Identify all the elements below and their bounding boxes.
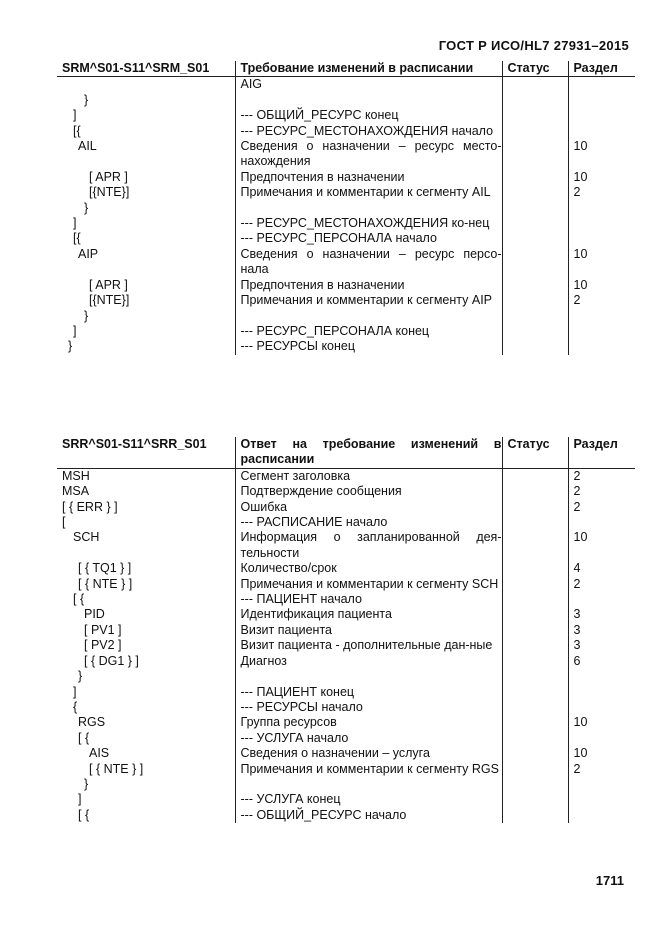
segment-cell: [{NTE}]: [89, 185, 130, 200]
table-row: [57, 77, 635, 93]
section-cell: 3: [568, 638, 635, 653]
segment-cell: [ {: [78, 730, 90, 745]
section-cell: [568, 108, 635, 123]
segment-cell: PID: [84, 607, 105, 622]
status-cell: [502, 607, 568, 622]
segment-cell: ]: [73, 216, 77, 231]
section-cell: 2: [568, 468, 635, 484]
srm-table-body: [57, 77, 635, 355]
status-cell: [502, 623, 568, 638]
description-cell: Визит пациента: [235, 623, 502, 638]
segment-cell: }: [84, 308, 89, 323]
status-cell: [502, 638, 568, 653]
section-cell: 2: [568, 762, 635, 777]
table-row: [57, 185, 635, 200]
description-cell: Примечания и комментарии к сегменту AIL: [235, 185, 502, 200]
table-row: [57, 278, 635, 293]
description-cell: Диагноз: [235, 654, 502, 669]
status-cell: [502, 139, 568, 170]
description-cell: Информация о запланированной дея-тельности: [235, 530, 502, 561]
section-cell: [568, 669, 635, 684]
table-row: [57, 93, 635, 108]
description-cell: --- ПАЦИЕНТ начало: [235, 592, 502, 607]
status-cell: [502, 700, 568, 715]
table-row: [57, 515, 635, 530]
status-cell: [502, 530, 568, 561]
segment-cell: SCH: [73, 530, 100, 545]
table-row: [57, 777, 635, 792]
status-cell: [502, 77, 568, 93]
srm-message-table: [57, 61, 635, 355]
segment-cell: }: [78, 669, 83, 684]
segment-cell: [{: [73, 123, 81, 138]
status-cell: [502, 468, 568, 484]
status-cell: [502, 762, 568, 777]
status-cell: [502, 93, 568, 108]
table-row: [57, 216, 635, 231]
description-cell: --- ПАЦИЕНТ конец: [235, 685, 502, 700]
segment-cell: [ PV1 ]: [84, 622, 122, 637]
table-row: [57, 530, 635, 561]
status-cell: [502, 339, 568, 354]
table-row: [57, 700, 635, 715]
table-row: [57, 654, 635, 669]
description-cell: Примечания и комментарии к сегменту RGS: [235, 762, 502, 777]
table-header-row: [57, 437, 635, 468]
status-cell: [502, 309, 568, 324]
section-cell: 3: [568, 607, 635, 622]
segment-cell: }: [84, 200, 89, 215]
document-header: ГОСТ Р ИСО/HL7 27931–2015: [438, 38, 629, 53]
column-header-section: Раздел: [568, 437, 635, 468]
status-cell: [502, 792, 568, 807]
status-cell: [502, 108, 568, 123]
segment-cell: [{: [73, 231, 81, 246]
segment-cell: [{NTE}]: [89, 293, 130, 308]
status-cell: [502, 216, 568, 231]
status-cell: [502, 170, 568, 185]
description-cell: --- УСЛУГА начало: [235, 731, 502, 746]
description-cell: [235, 309, 502, 324]
section-cell: 6: [568, 654, 635, 669]
section-cell: [568, 309, 635, 324]
status-cell: [502, 577, 568, 592]
status-cell: [502, 500, 568, 515]
description-cell: --- РЕСУРС_ПЕРСОНАЛА начало: [235, 231, 502, 246]
status-cell: [502, 654, 568, 669]
section-cell: 2: [568, 577, 635, 592]
section-cell: 3: [568, 623, 635, 638]
column-header-segment: SRR^S01-S11^SRR_S01: [57, 437, 235, 468]
description-cell: Предпочтения в назначении: [235, 278, 502, 293]
section-cell: 10: [568, 139, 635, 170]
description-cell: [235, 669, 502, 684]
column-header-segment: SRM^S01-S11^SRM_S01: [57, 61, 235, 77]
segment-cell: }: [84, 776, 89, 791]
section-cell: [568, 124, 635, 139]
status-cell: [502, 247, 568, 278]
table-row: [57, 324, 635, 339]
section-cell: 10: [568, 170, 635, 185]
srr-message-table: [57, 437, 635, 823]
segment-cell: MSH: [62, 468, 90, 483]
segment-cell: ]: [73, 108, 77, 123]
description-cell: --- РЕСУРС_МЕСТОНАХОЖДЕНИЯ ко-нец: [235, 216, 502, 231]
segment-cell: [ APR ]: [89, 277, 128, 292]
table-row: [57, 731, 635, 746]
segment-cell: ]: [73, 323, 77, 338]
table-row: [57, 592, 635, 607]
description-cell: Предпочтения в назначении: [235, 170, 502, 185]
table-row: [57, 108, 635, 123]
segment-cell: }: [84, 92, 89, 107]
description-cell: Ошибка: [235, 500, 502, 515]
description-cell: [235, 777, 502, 792]
description-cell: Сведения о назначении – ресурс персо-нала: [235, 247, 502, 278]
status-cell: [502, 515, 568, 530]
segment-cell: [ { NTE } ]: [89, 761, 144, 776]
status-cell: [502, 484, 568, 499]
status-cell: [502, 324, 568, 339]
section-cell: 10: [568, 247, 635, 278]
table-row: [57, 231, 635, 246]
table-row: [57, 139, 635, 170]
table-row: [57, 638, 635, 653]
table-row: [57, 715, 635, 730]
segment-cell: MSA: [62, 484, 90, 499]
table-row: [57, 792, 635, 807]
status-cell: [502, 278, 568, 293]
description-cell: Примечания и комментарии к сегменту AIP: [235, 293, 502, 308]
section-cell: [568, 231, 635, 246]
segment-cell: [ { NTE } ]: [78, 576, 133, 591]
table-row: [57, 808, 635, 823]
segment-cell: }: [68, 339, 73, 354]
description-cell: --- ОБЩИЙ_РЕСУРС конец: [235, 108, 502, 123]
table-row: [57, 484, 635, 499]
section-cell: 2: [568, 484, 635, 499]
table-row: [57, 170, 635, 185]
section-cell: 4: [568, 561, 635, 576]
description-cell: AIG: [235, 77, 502, 93]
column-header-section: Раздел: [568, 61, 635, 77]
description-cell: Примечания и комментарии к сегменту SCH: [235, 577, 502, 592]
section-cell: [568, 777, 635, 792]
section-cell: [568, 700, 635, 715]
table-row: [57, 500, 635, 515]
status-cell: [502, 731, 568, 746]
segment-cell: AIS: [89, 746, 110, 761]
table-row: [57, 577, 635, 592]
table-row: [57, 561, 635, 576]
section-cell: [568, 685, 635, 700]
description-cell: --- ОБЩИЙ_РЕСУРС начало: [235, 808, 502, 823]
status-cell: [502, 746, 568, 761]
segment-cell: [ APR ]: [89, 169, 128, 184]
description-cell: [235, 93, 502, 108]
table-row: [57, 309, 635, 324]
table-row: [57, 339, 635, 354]
description-cell: Сведения о назначении – услуга: [235, 746, 502, 761]
page-number: 1711: [595, 873, 624, 888]
segment-cell: {: [73, 699, 78, 714]
section-cell: [568, 77, 635, 93]
segment-cell: [ { TQ1 } ]: [78, 561, 132, 576]
description-cell: Количество/срок: [235, 561, 502, 576]
description-cell: --- УСЛУГА конец: [235, 792, 502, 807]
table-row: [57, 468, 635, 484]
column-header-description: Требование изменений в расписании: [235, 61, 502, 77]
table-row: [57, 201, 635, 216]
description-cell: --- РЕСУРСЫ конец: [235, 339, 502, 354]
table-row: [57, 685, 635, 700]
status-cell: [502, 561, 568, 576]
status-cell: [502, 231, 568, 246]
segment-cell: [: [62, 515, 66, 530]
segment-cell: ]: [78, 792, 82, 807]
column-header-status: Статус: [502, 61, 568, 77]
description-cell: --- РАСПИСАНИЕ начало: [235, 515, 502, 530]
section-cell: [568, 216, 635, 231]
section-cell: 10: [568, 746, 635, 761]
status-cell: [502, 685, 568, 700]
section-cell: [568, 731, 635, 746]
segment-cell: [ PV2 ]: [84, 638, 122, 653]
srr-table-body: [57, 468, 635, 823]
segment-cell: [ {: [78, 807, 90, 822]
status-cell: [502, 777, 568, 792]
section-cell: 2: [568, 293, 635, 308]
table-row: [57, 669, 635, 684]
status-cell: [502, 124, 568, 139]
column-header-description: Ответ на требование изменений в расписании: [235, 437, 502, 468]
section-cell: [568, 792, 635, 807]
section-cell: 10: [568, 715, 635, 730]
description-cell: Сегмент заголовка: [235, 468, 502, 484]
table-row: [57, 607, 635, 622]
segment-cell: [ { DG1 } ]: [84, 653, 139, 668]
section-cell: 2: [568, 185, 635, 200]
segment-cell: [ {: [73, 592, 85, 607]
description-cell: Идентификация пациента: [235, 607, 502, 622]
description-cell: --- РЕСУРСЫ начало: [235, 700, 502, 715]
section-cell: 10: [568, 278, 635, 293]
segment-cell: RGS: [78, 715, 106, 730]
status-cell: [502, 293, 568, 308]
section-cell: [568, 324, 635, 339]
status-cell: [502, 201, 568, 216]
segment-cell: [57, 77, 235, 93]
section-cell: [568, 592, 635, 607]
status-cell: [502, 669, 568, 684]
status-cell: [502, 715, 568, 730]
description-cell: Подтверждение сообщения: [235, 484, 502, 499]
description-cell: --- РЕСУРС_ПЕРСОНАЛА конец: [235, 324, 502, 339]
table-row: [57, 293, 635, 308]
description-cell: Визит пациента - дополнительные дан-ные: [235, 638, 502, 653]
table-row: [57, 124, 635, 139]
section-cell: 2: [568, 500, 635, 515]
status-cell: [502, 808, 568, 823]
segment-cell: [ { ERR } ]: [62, 499, 118, 514]
status-cell: [502, 592, 568, 607]
segment-cell: AIL: [78, 139, 97, 154]
table-row: [57, 247, 635, 278]
segment-cell: ]: [73, 684, 77, 699]
description-cell: Группа ресурсов: [235, 715, 502, 730]
section-cell: [568, 339, 635, 354]
status-cell: [502, 185, 568, 200]
section-cell: [568, 515, 635, 530]
segment-cell: AIP: [78, 246, 99, 261]
column-header-status: Статус: [502, 437, 568, 468]
description-cell: Сведения о назначении – ресурс место-нахождения: [235, 139, 502, 170]
table-row: [57, 762, 635, 777]
section-cell: 10: [568, 530, 635, 561]
section-cell: [568, 93, 635, 108]
section-cell: [568, 808, 635, 823]
table-header-row: [57, 61, 635, 77]
description-cell: [235, 201, 502, 216]
description-cell: --- РЕСУРС_МЕСТОНАХОЖДЕНИЯ начало: [235, 124, 502, 139]
section-cell: [568, 201, 635, 216]
table-row: [57, 746, 635, 761]
table-row: [57, 623, 635, 638]
